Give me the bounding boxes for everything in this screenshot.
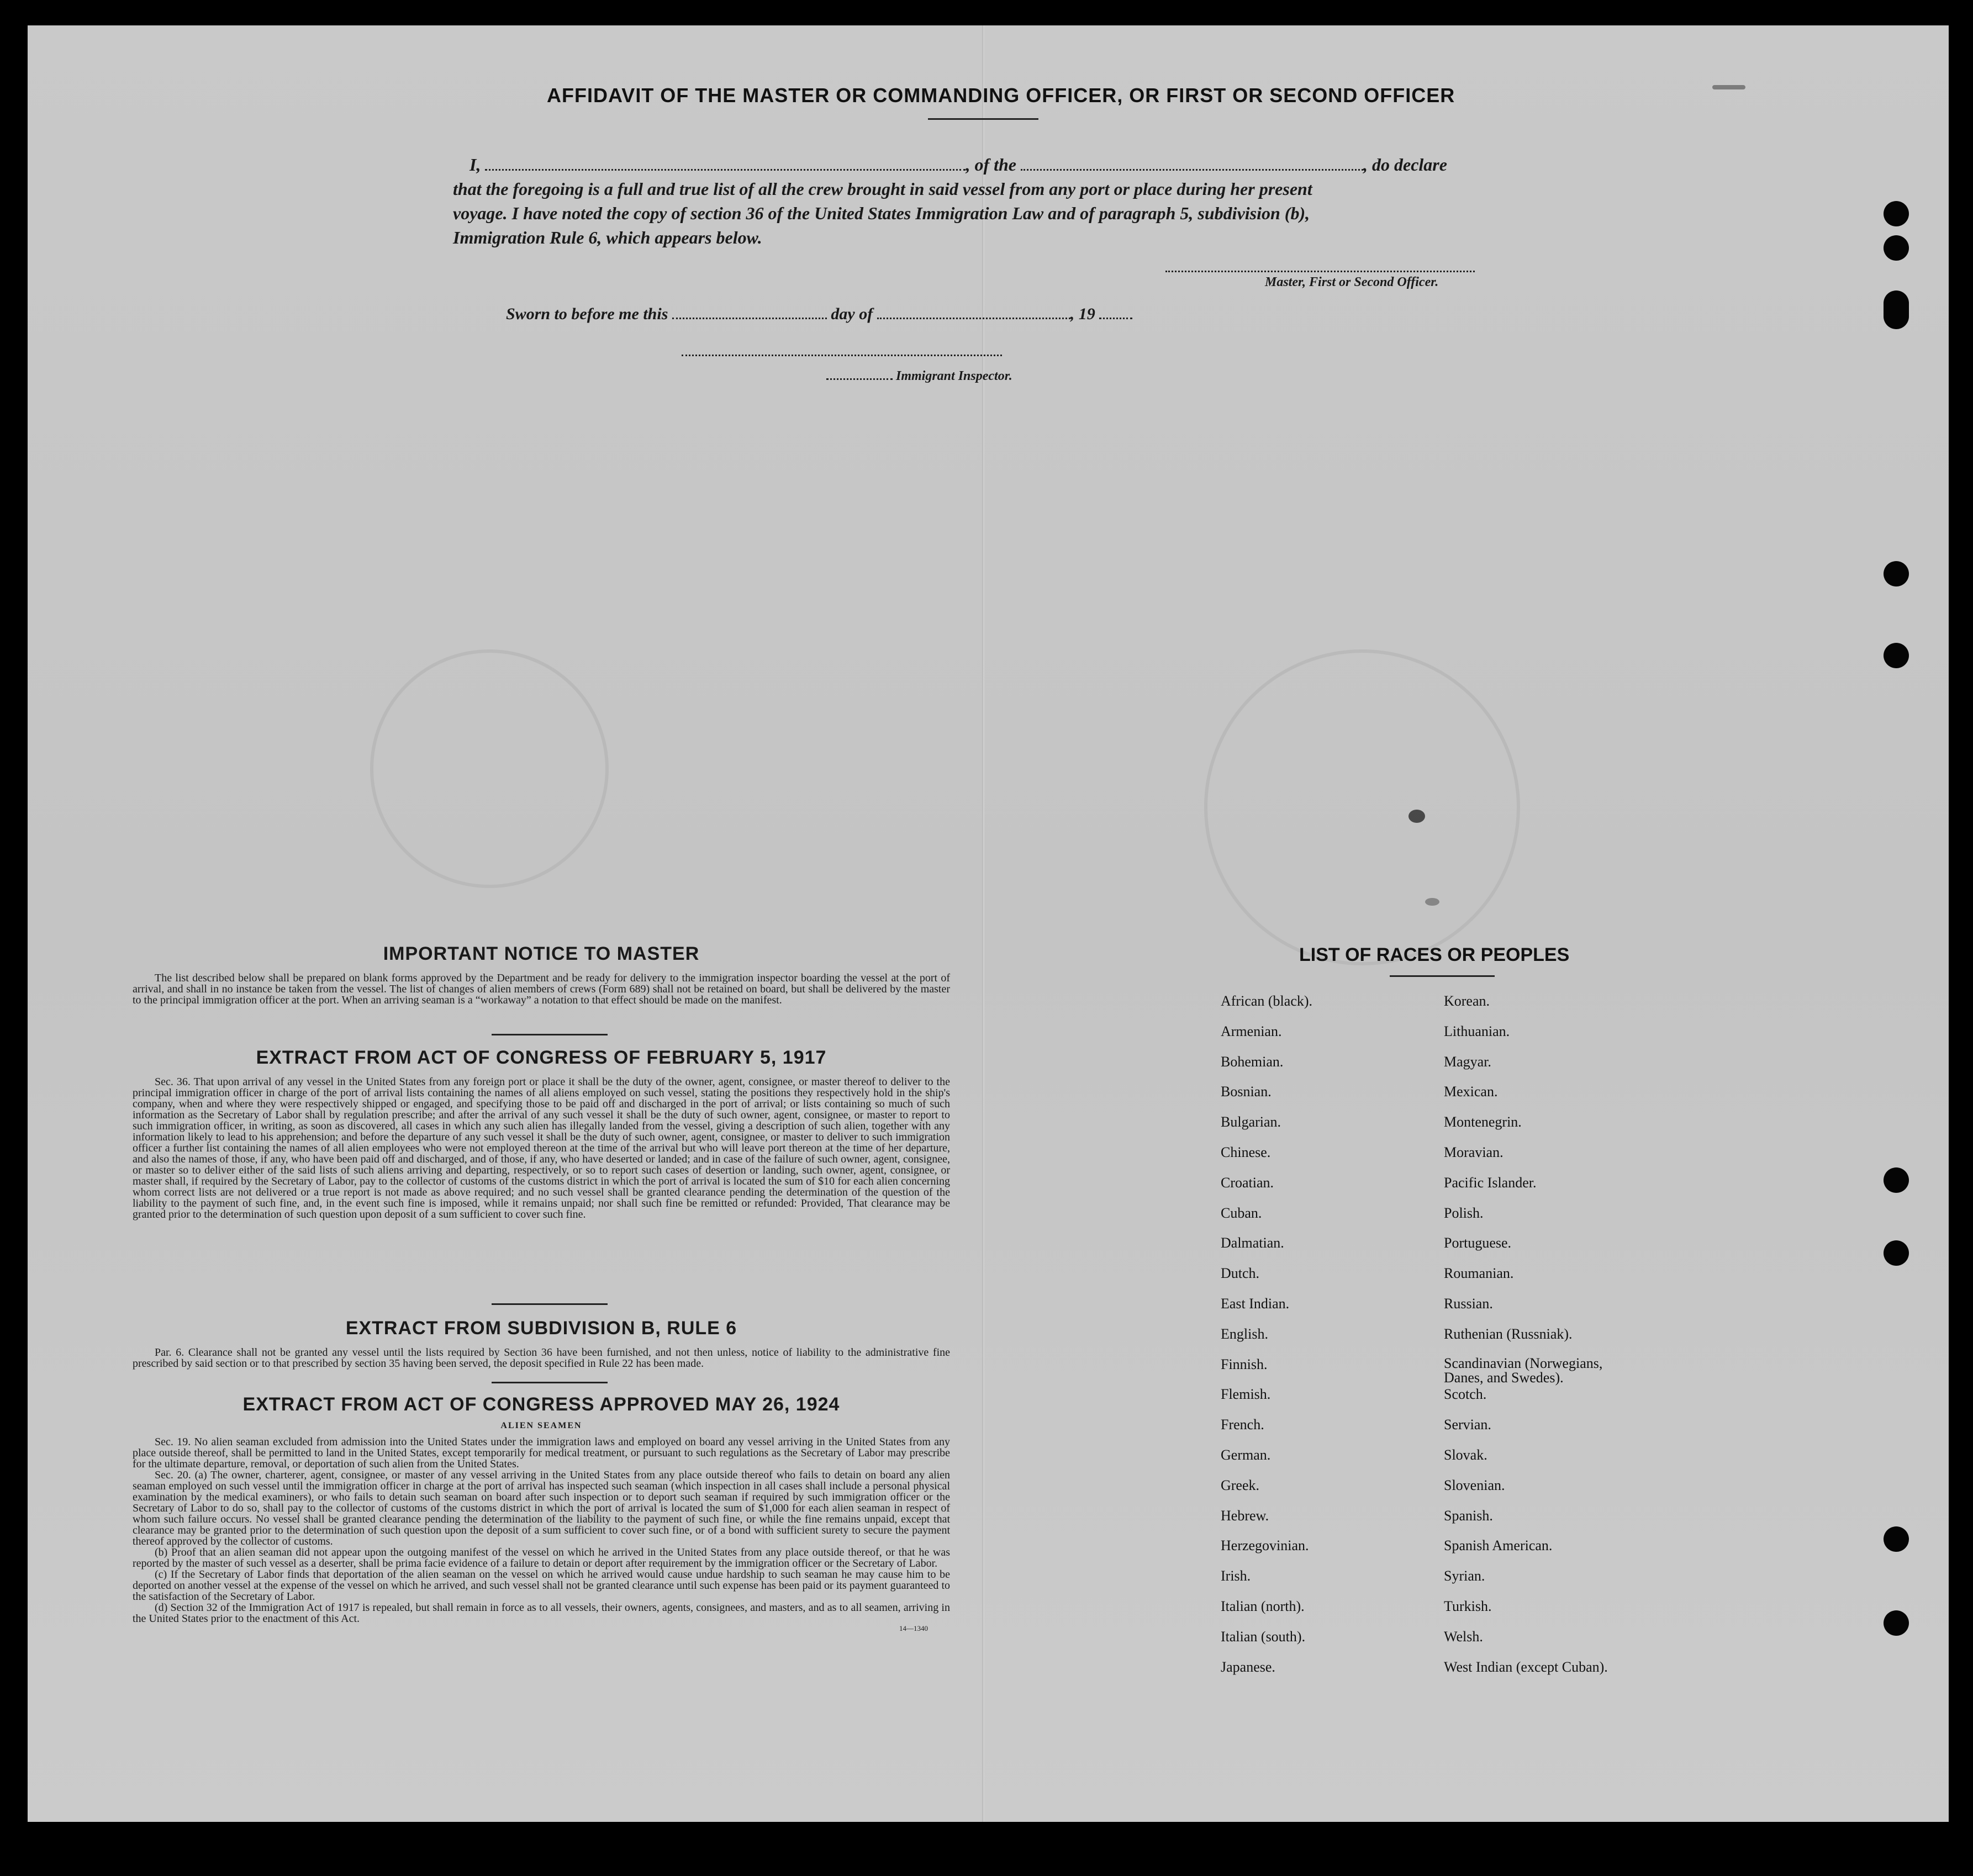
race-item: Slovak. (1444, 1447, 1487, 1463)
form-page (28, 25, 1949, 1822)
master-signature-label: Master, First or Second Officer. (1265, 275, 1439, 289)
race-item: Dutch. (1221, 1265, 1260, 1282)
race-item: East Indian. (1221, 1296, 1290, 1312)
race-item: Chinese. (1221, 1144, 1271, 1160)
binder-hole (1884, 561, 1909, 586)
race-item: Pacific Islander. (1444, 1174, 1537, 1191)
section-divider (492, 1382, 608, 1383)
sec-20a-body: Sec. 20. (a) The owner, charterer, agent, consignee, or master of any vessel arriving in the United States from any place outside thereof who fails to detain on board any alien seaman employed on such vessel until the immigration officer in charge at the port of arrival has inspected such seaman (which inspection in all cases shall include a personal physical examination by the medical examiners), or who fails to detain such seaman on board after such inspection or to deport such seaman if required by such immigration officer or the Secretary of Labor to do so, shall pay to the collector of customs of the customs district in which the port of arrival is located the sum of $1,000 for each alien seaman in respect of whom such failure occurs. No vessel shall be granted clearance pending the determination of the liability to the payment of such fine, or while the fine remains unpaid, except that clearance may be granted prior to the determination of such question upon the deposit of a sum sufficient to cover such fine, or of a bond with sufficient surety to secure the payment thereof approved by the collector of customs. (133, 1469, 950, 1547)
ink-smudge (1712, 85, 1745, 89)
extract-1917-body: Sec. 36. That upon arrival of any vessel in the United States from any foreign port or place it shall be the duty of the owner, agent, consignee, or master thereof to deliver to the principal immigration officer in charge of the port of arrival lists containing the names of all aliens employed on such vessel, stating the positions they respectively hold in the ship's company, when and where they were respectively shipped or engaged, and specifying those to be paid off and discharged in the port of arrival; or lists containing so much of such information as the Secretary of Labor shall by regulation prescribe; and after the arrival of any such vessel it shall be the duty of such owner, agent, consignee, or master to report to such immigration officer, in writing, as soon as discovered, all cases in which any such alien has illegally landed from the vessel, giving a description of such alien, together with any information likely to lead to his apprehension; and before the departure of any such vessel it shall be the duty of such owner, agent, consignee, or master to deliver to such immigration officer a further list containing the names of all alien employees who were not employed thereon at the time of the arrival but who will leave port thereon at the time of her departure, and also the names of those, if any, who have been paid off and discharged, and of those, if any, who have deserted or landed; and in case of the failure of such owner, agent, consignee, or master so to deliver either of the said lists of such aliens arriving and departing, respectively, or so to report such cases of desertion or landing, such owner, agent, consignee, or master shall, if required by the Secretary of Labor, pay to the collector of customs of the customs district in which the port of arrival is located the sum of $10 for each alien concerning whom correct lists are not delivered or a true report is not made as above required; and no such vessel shall be granted clearance pending the determination of the question of the liability to the payment of such fine, and, in the event such fine is imposed, while it remains unpaid; nor shall such fine be remitted or refunded: Provided, That clearance may be granted prior to the determination of such question upon deposit of a sum sufficient to cover such fine. (133, 1076, 950, 1220)
race-item: Mexican. (1444, 1084, 1498, 1100)
section-divider (492, 1034, 608, 1035)
section-divider (492, 1303, 608, 1305)
notice-body: The list described below shall be prepared on blank forms approved by the Department and be ready for delivery to the immigration inspector boarding the vessel at the port of arrival, and shall in no instance be taken from the vessel. The list of changes of alien members of crews (Form 689) shall not be retained on board, but shall be delivered by the master to the principal immigration officer at the port. When an arriving seaman is a “workaway” a notation to that effect should be made on the manifest. (133, 972, 950, 1006)
affidavit-of-the: , of the (966, 155, 1016, 175)
binder-hole (1884, 235, 1909, 261)
race-item: Montenegrin. (1444, 1114, 1522, 1130)
race-item: Cuban. (1221, 1204, 1262, 1221)
inspector-label: Immigrant Inspector. (896, 369, 1012, 383)
race-item: Spanish American. (1444, 1537, 1553, 1554)
race-item: Portuguese. (1444, 1235, 1512, 1251)
race-item: Ruthenian (Russniak). (1444, 1325, 1573, 1342)
race-item: Korean. (1444, 993, 1490, 1009)
race-item: Herzegovinian. (1221, 1537, 1309, 1554)
sworn-year-blank[interactable] (1099, 317, 1132, 319)
race-item: Irish. (1221, 1568, 1251, 1584)
extract-rule6-body: Par. 6. Clearance shall not be granted any vessel until the lists required by Section 36 have been furnished, and not then unless, notice of liability to the administrative fine prescribed by said section or to that prescribed by section 35 having been served, the deposit specified in Rule 22 has been made. (133, 1346, 950, 1370)
race-item: Armenian. (1221, 1023, 1282, 1039)
extract-1917 (133, 1047, 950, 1220)
sworn-month-blank[interactable] (877, 317, 1070, 319)
binder-hole (1884, 1610, 1909, 1636)
important-notice (133, 943, 950, 1006)
binder-hole (1884, 201, 1909, 226)
fold-line (982, 25, 984, 1822)
race-item: Welsh. (1444, 1628, 1483, 1645)
extract-rule6-title: EXTRACT FROM SUBDIVISION B, RULE 6 (345, 1318, 737, 1339)
notice-title: IMPORTANT NOTICE TO MASTER (383, 943, 700, 964)
sworn-line (506, 305, 1132, 324)
day-of-text: day of (831, 305, 873, 323)
race-item: German. (1221, 1447, 1271, 1463)
binder-hole (1884, 1240, 1909, 1266)
race-item: Slovenian. (1444, 1477, 1505, 1493)
extract-rule6 (133, 1318, 950, 1369)
race-item: Hebrew. (1221, 1507, 1269, 1524)
sec-19-body: Sec. 19. No alien seaman excluded from admission into the United States under the immigration laws and employed on board any vessel arriving in the United States from any place outside thereof, shall be permitted to land in the United States, except temporarily for medical treatment, or pursuant to such regulations as the Secretary of Labor may prescribe for the ultimate departure, removal, or deportation of such alien from the United States. (133, 1436, 950, 1470)
race-item: Turkish. (1444, 1598, 1492, 1614)
race-item: Flemish. (1221, 1386, 1271, 1403)
master-signature-line[interactable] (1165, 271, 1475, 272)
extract-1924-title: EXTRACT FROM ACT OF CONGRESS APPROVED MAY 26, 1924 (242, 1394, 840, 1415)
faint-seal-right (1204, 649, 1520, 965)
affidavit-line-3: voyage. I have noted the copy of section 36 of the United States Immigration Law and of paragraph 5, subdivision (b), (453, 203, 1310, 223)
master-name-blank[interactable] (485, 168, 966, 171)
binder-hole (1884, 1167, 1909, 1193)
inspector-dot-lead (826, 378, 893, 380)
sec-20b-body: (b) Proof that an alien seaman did not appear upon the outgoing manifest of the vessel on which he arrived in the United States from any place outside thereof, or that he was reported by the master of such vessel as a deserter, shall be prima facie evidence of a failure to detain or deport after requirement by the immigration officer or the Secretary of Labor. (133, 1546, 950, 1570)
race-item: English. (1221, 1325, 1268, 1342)
race-item: Italian (south). (1221, 1628, 1306, 1645)
sec-20c-body: (c) If the Secretary of Labor finds that deportation of the alien seaman on the vessel on which he arrived would cause undue hardship to such seaman he may cause him to be deported on another vessel at the expense of the vessel on which he arrived, and such vessel shall not be granted clearance until such expense has been paid or its payment guaranteed to the satisfaction of the Secretary of Labor. (133, 1568, 950, 1603)
alien-seamen-subtitle: ALIEN SEAMEN (500, 1421, 582, 1430)
race-item: West Indian (except Cuban). (1444, 1658, 1608, 1675)
race-item: Scotch. (1444, 1386, 1487, 1403)
race-item: Roumanian. (1444, 1265, 1514, 1282)
race-item: Dalmatian. (1221, 1235, 1284, 1251)
race-item: Polish. (1444, 1204, 1484, 1221)
race-item: Magyar. (1444, 1053, 1491, 1070)
race-item: Servian. (1444, 1417, 1491, 1433)
binder-hole (1884, 1526, 1909, 1552)
race-item: Syrian. (1444, 1568, 1485, 1584)
races-underline (1390, 975, 1495, 977)
race-item: Bosnian. (1221, 1084, 1272, 1100)
ink-smudge (1408, 810, 1425, 823)
race-item: Finnish. (1221, 1356, 1268, 1372)
vessel-name-blank[interactable] (1021, 168, 1363, 171)
affidavit-i: I, (469, 155, 481, 175)
faint-seal-left (370, 649, 609, 888)
race-item: Greek. (1221, 1477, 1260, 1493)
sworn-text: Sworn to before me this (506, 305, 668, 323)
extract-1924 (133, 1394, 950, 1633)
year-prefix: , 19 (1070, 305, 1095, 323)
extract-1917-title: EXTRACT FROM ACT OF CONGRESS OF FEBRUARY 5, 1917 (256, 1047, 827, 1068)
affidavit-line-1 (469, 155, 1447, 175)
race-item: French. (1221, 1417, 1264, 1433)
inspector-line (826, 369, 1012, 384)
affidavit-line-2: that the foregoing is a full and true list of all the crew brought in said vessel from any port or place during her present (453, 179, 1312, 199)
race-item: Japanese. (1221, 1658, 1275, 1675)
affidavit-line-4: Immigration Rule 6, which appears below. (453, 228, 762, 247)
ink-smudge (1425, 898, 1439, 906)
race-item: Bohemian. (1221, 1053, 1284, 1070)
form-number: 14—1340 (899, 1624, 928, 1632)
binder-hole (1884, 643, 1909, 668)
race-item: Bulgarian. (1221, 1114, 1281, 1130)
sec-20d-body: (d) Section 32 of the Immigration Act of 1917 is repealed, but shall remain in force as to all vessels, their owners, agents, consignees, and masters, and as to all seamen, arriving in the United States prior to the enactment of this Act. (133, 1602, 950, 1625)
title-underline (928, 118, 1038, 120)
sworn-day-blank[interactable] (672, 317, 827, 319)
affidavit-title: AFFIDAVIT OF THE MASTER OR COMMANDING OFFICER, OR FIRST OR SECOND OFFICER (547, 84, 1455, 107)
race-item: Scandinavian (Norwegians, Danes, and Swedes). (1444, 1355, 1603, 1386)
races-title: LIST OF RACES OR PEOPLES (1299, 944, 1570, 965)
race-item: Russian. (1444, 1296, 1493, 1312)
binder-hole (1884, 290, 1909, 329)
race-item: Croatian. (1221, 1174, 1274, 1191)
race-item: Italian (north). (1221, 1598, 1305, 1614)
inspector-signature-line[interactable] (682, 355, 1002, 356)
race-item: Spanish. (1444, 1507, 1493, 1524)
affidavit-do-declare: , do declare (1363, 155, 1447, 175)
race-item: Moravian. (1444, 1144, 1504, 1160)
race-item: African (black). (1221, 993, 1313, 1009)
race-item: Lithuanian. (1444, 1023, 1510, 1039)
